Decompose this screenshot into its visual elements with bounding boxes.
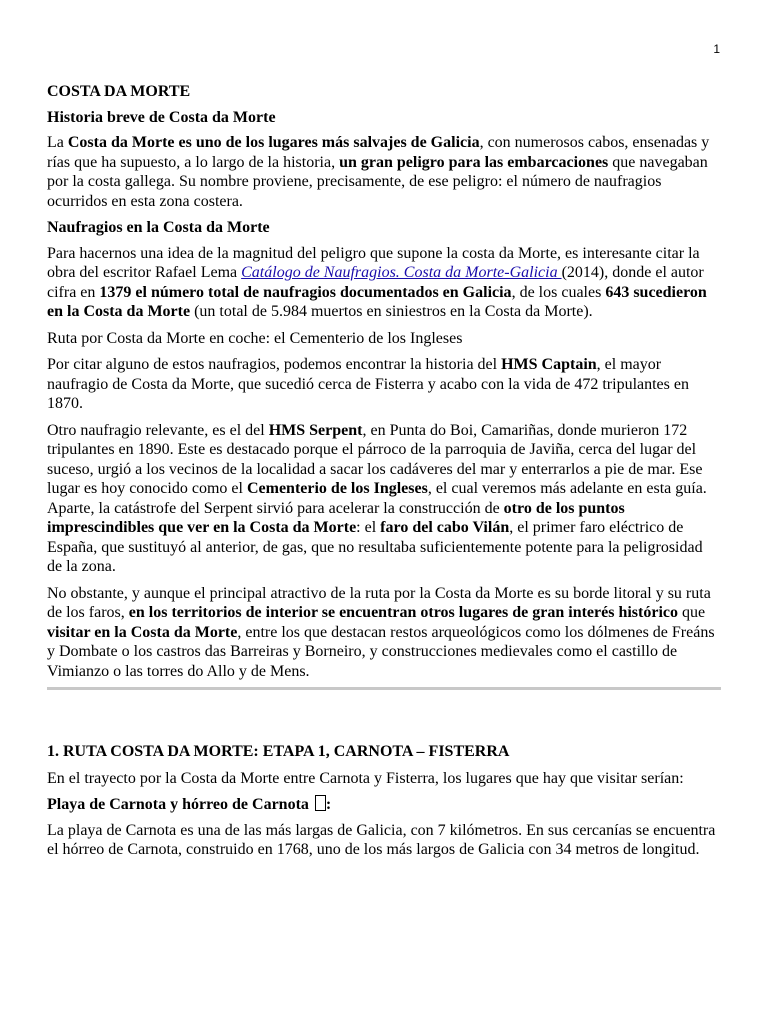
paragraph-lema: Para hacernos una idea de la magnitud del peligro que supone la costa da Morte, es interesante citar la obra del escritor Rafael Lema Catálogo de Naufragios. Costa da Morte-Galicia (2014), donde el autor cifra en 1379 el número total de naufragios documentados en Galicia, de los cuales 643 sucedieron en la Costa da Morte (un total de 5.984 muertos en siniestros en la Costa da Morte). [47, 244, 707, 320]
paragraph-ruta-cementerio: Ruta por Costa da Morte en coche: el Cementerio de los Ingleses [47, 329, 463, 347]
heading-etapa-1: 1. RUTA COSTA DA MORTE: ETAPA 1, CARNOTA – FISTERRA [47, 743, 510, 760]
paragraph-carnota: La playa de Carnota es una de las más largas de Galicia, con 7 kilómetros. En sus cercanías se encuentra el hórreo de Carnota, construido en 1768, uno de los más largos de Galicia con 34 metros de longitud. [47, 821, 716, 858]
section-divider [47, 687, 721, 690]
section-etapa-1 [47, 742, 721, 860]
heading-naufragios: Naufragios en la Costa da Morte [47, 219, 270, 236]
document-title: COSTA DA MORTE [47, 83, 191, 100]
document-body [47, 82, 721, 867]
paragraph-hms-serpent: Otro naufragio relevante, es el del HMS Serpent, en Punta do Boi, Camariñas, donde murieron 172 tripulantes en 1890. Este es destacado porque el párroco de la parroquia de Javiña, cerca del lugar del suceso, urgió a los vecinos de la localidad a sacar los cadáveres del mar y enterrarlos a pie de mar. Ese lugar es hoy conocido como el Cementerio de los Ingleses, el cual veremos más adelante en esta guía. Aparte, la catástrofe del Serpent sirvió para acelerar la construcción de otro de los puntos imprescindibles que ver en la Costa da Morte: el faro del cabo Vilán, el primer faro eléctrico de España, que sustituyó al anterior, de gas, que no resultaba suficientemente potente para la peligrosidad de la zona. [47, 421, 707, 575]
paragraph-trayecto: En el trayecto por la Costa da Morte entre Carnota y Fisterra, los lugares que hay que visitar serían: [47, 769, 684, 787]
heading-playa-carnota: Playa de Carnota y hórreo de Carnota : [47, 796, 332, 813]
paragraph-intro: La Costa da Morte es uno de los lugares más salvajes de Galicia, con numerosos cabos, ensenadas y rías que ha supuesto, a lo largo de la historia, un gran peligro para las embarcaciones que navegaban por la costa gallega. Su nombre proviene, precisamente, de ese peligro: el número de naufragios ocurridos en esta zona costera. [47, 134, 710, 210]
paragraph-interior: No obstante, y aunque el principal atractivo de la ruta por la Costa da Morte es su borde litoral y su ruta de los faros, en los territorios de interior se encuentran otros lugares de gran interés histórico que visitar en la Costa da Morte, entre los que destacan restos arqueológicos como los dólmenes de Freáns y Dombate o los castros das Barreiras y Borneiro, y construcciones medievales como el castillo de Vimianzo o las torres do Allo y de Mens. [47, 584, 715, 680]
catalogo-link[interactable]: Catálogo de Naufragios. Costa da Morte-Galicia [241, 264, 562, 281]
paragraph-hms-captain: Por citar alguno de estos naufragios, podemos encontrar la historia del HMS Captain, el mayor naufragio de Costa da Morte, que sucedió cerca de Fisterra y acabo con la vida de 472 tripulantes en 1870. [47, 356, 689, 412]
missing-glyph-icon [315, 795, 326, 811]
heading-historia: Historia breve de Costa da Morte [47, 108, 276, 126]
page-number: 1 [713, 42, 720, 56]
